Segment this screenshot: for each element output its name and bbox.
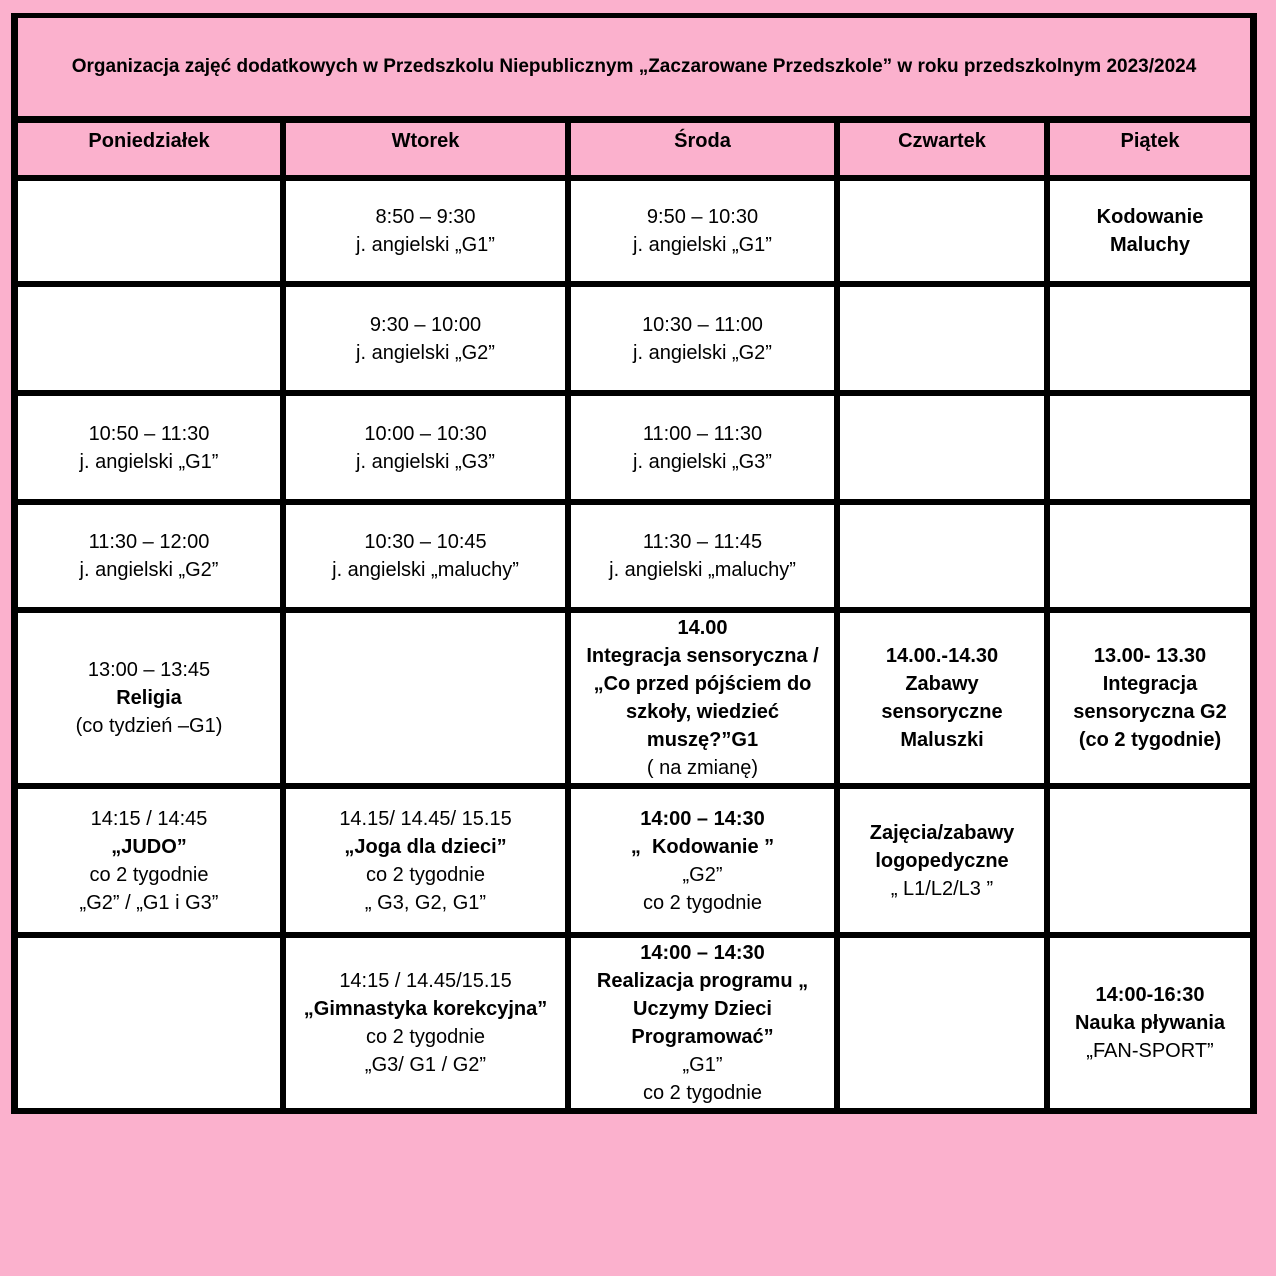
empty-cell [840,287,1044,390]
day-header: Środa [571,123,834,175]
activity-line: „G3/ G1 / G2” [364,1054,487,1076]
activity-line: Integracja [1102,673,1198,695]
activity-line: 14:00-16:30 [1095,984,1205,1006]
empty-cell [1050,505,1250,607]
activity-line: szkoły, wiedzieć [625,701,780,723]
activity-cell [1050,613,1250,783]
activity-line: co 2 tygodnie [366,863,485,886]
activity-line: ( na zmianę) [646,757,759,779]
activity-line: „JUDO” [111,835,187,858]
activity-line: Zabawy [905,673,979,695]
activity-cell [286,396,565,499]
activity-line: 14:15 / 14.45/15.15 [339,970,512,992]
activity-line: Kodowanie [1096,206,1204,228]
activity-line: Maluszki [900,729,984,751]
activity-line: Programować” [631,1026,774,1048]
activity-line: j. angielski „G3” [633,450,772,473]
activity-line: 13:00 – 13:45 [87,659,211,681]
activity-line: „ Kodowanie ” [630,835,775,858]
table-title: Organizacja zajęć dodatkowych w Przedszkolu Niepublicznym „Zaczarowane Przedszkole” w roku przedszkolnym 2023/2024 [18,18,1250,116]
day-header: Wtorek [286,123,565,175]
activity-line: 14:00 – 14:30 [640,942,765,964]
empty-cell [840,938,1044,1108]
empty-cell [18,938,280,1108]
activity-line: „G2” [682,863,723,886]
activity-line: 14:15 / 14:45 [90,807,208,830]
activity-cell [286,181,565,281]
activity-cell [571,613,834,783]
activity-line: 10:00 – 10:30 [364,422,487,445]
activity-line: 14.00 [677,617,728,639]
activity-cell [286,505,565,607]
activity-line: co 2 tygodnie [366,1026,485,1048]
day-header: Piątek [1050,123,1250,175]
activity-line: Integracja sensoryczna / [586,645,819,667]
activity-cell [571,181,834,281]
activity-cell [286,287,565,390]
activity-line: 13.00- 13.30 [1093,645,1207,667]
day-header: Czwartek [840,123,1044,175]
activity-line: j. angielski „G2” [79,559,219,581]
activity-cell [18,613,280,783]
activity-line: 10:30 – 11:00 [642,313,763,336]
activity-cell [18,789,280,932]
activity-line: 11:00 – 11:30 [642,422,763,445]
empty-cell [1050,789,1250,932]
activity-cell [571,938,834,1108]
activity-line: logopedyczne [875,849,1009,872]
empty-cell [1050,396,1250,499]
activity-line: j. angielski „G2” [356,341,495,364]
activity-cell [18,505,280,607]
empty-cell [840,396,1044,499]
activity-line: sensoryczna G2 [1073,701,1227,723]
activity-line: „Co przed pójściem do [593,673,812,695]
activity-line: „ G3, G2, G1” [364,891,487,914]
activity-cell [571,505,834,607]
activity-line: 10:50 – 11:30 [88,422,210,445]
activity-line: Religia [116,687,182,709]
activity-line: Maluchy [1109,234,1191,256]
activity-line: 14:00 – 14:30 [640,807,765,830]
activity-line: „G1” [682,1054,723,1076]
activity-line: j. angielski „G3” [356,450,495,473]
activity-line: 11:30 – 12:00 [88,531,210,553]
activity-line: j. angielski „G1” [633,234,772,256]
activity-line: sensoryczne [881,701,1003,723]
activity-line: (co tydzień –G1) [75,715,223,737]
day-header: Poniedziałek [18,123,280,175]
activity-cell [1050,181,1250,281]
activity-line: muszę?”G1 [646,729,759,751]
activity-line: j. angielski „G2” [633,341,772,364]
activity-line: „ L1/L2/L3 ” [890,877,994,900]
activity-line: j. angielski „maluchy” [332,559,519,581]
activity-line: 8:50 – 9:30 [375,206,476,228]
activity-line: „Gimnastyka korekcyjna” [303,998,548,1020]
activity-line: j. angielski „maluchy” [609,559,796,581]
empty-cell [18,181,280,281]
activity-line: Uczymy Dzieci [633,998,772,1020]
activity-cell [1050,938,1250,1108]
empty-cell [840,505,1044,607]
activity-cell [840,789,1044,932]
schedule-table [11,13,1257,1114]
activity-cell [286,789,565,932]
activity-line: „G2” / „G1 i G3” [79,891,219,914]
empty-cell [286,613,565,783]
empty-cell [1050,287,1250,390]
activity-line: Realizacja programu „ [596,970,809,992]
activity-cell [571,789,834,932]
activity-line: 14.15/ 14.45/ 15.15 [339,807,512,830]
activity-line: j. angielski „G1” [356,234,495,256]
activity-line: co 2 tygodnie [643,1082,762,1104]
activity-line: 9:30 – 10:00 [369,313,482,336]
activity-line: (co 2 tygodnie) [1078,729,1222,751]
activity-cell [840,613,1044,783]
activity-line: co 2 tygodnie [643,891,762,914]
activity-line: „FAN-SPORT” [1086,1040,1214,1062]
activity-cell [571,287,834,390]
activity-cell [571,396,834,499]
activity-line: 10:30 – 10:45 [364,531,487,553]
activity-line: j. angielski „G1” [79,450,219,473]
activity-line: co 2 tygodnie [89,863,209,886]
activity-line: Zajęcia/zabawy [869,821,1015,844]
activity-line: 14.00.-14.30 [885,645,999,667]
activity-line: 11:30 – 11:45 [642,531,763,553]
activity-line: „Joga dla dzieci” [344,835,507,858]
activity-line: Nauka pływania [1074,1012,1226,1034]
activity-cell [286,938,565,1108]
activity-cell [18,396,280,499]
empty-cell [840,181,1044,281]
empty-cell [18,287,280,390]
activity-line: 9:50 – 10:30 [646,206,759,228]
